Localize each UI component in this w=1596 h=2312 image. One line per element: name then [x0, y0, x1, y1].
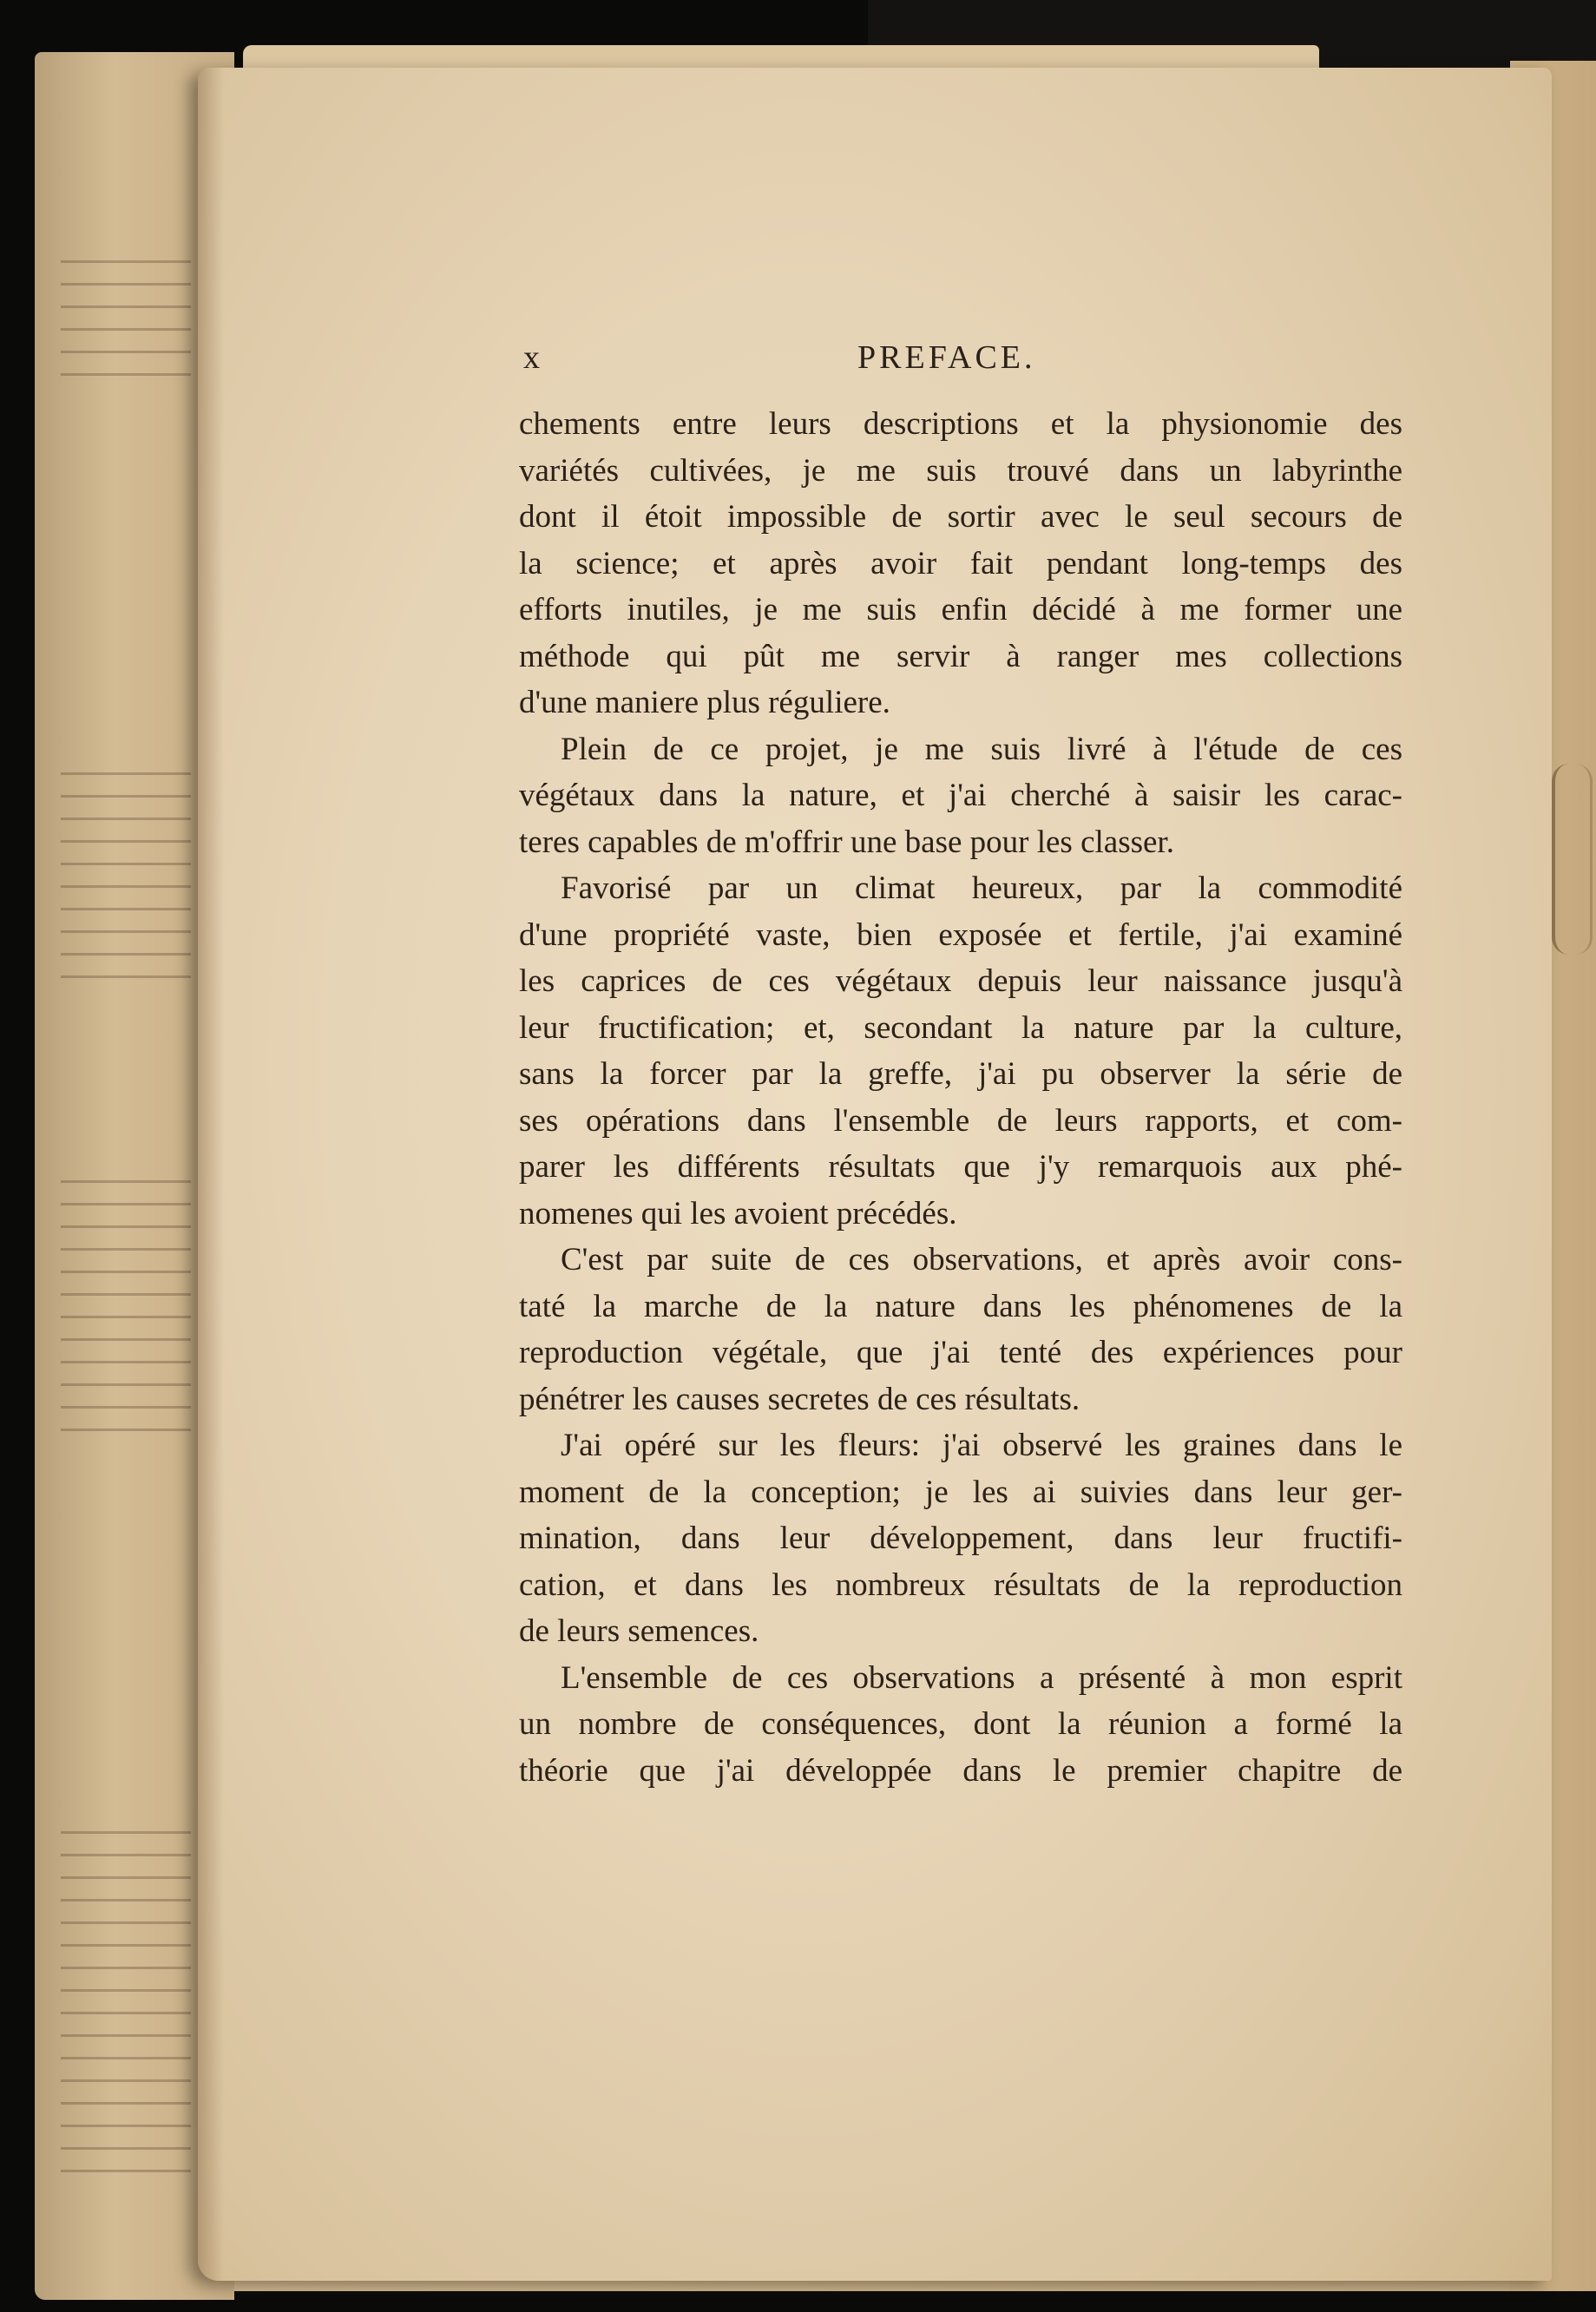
running-title: PREFACE. [857, 339, 1036, 376]
text-line: théorie que j'ai développée dans le premier chapitre de [519, 1752, 1402, 1789]
paragraph-6 [519, 1655, 1402, 1795]
text-line: Favorisé par un climat heureux, par la commodité [561, 870, 1402, 906]
text-line: cation, et dans les nombreux résultats de la reproduction [519, 1567, 1402, 1603]
paragraph-1 [519, 401, 1402, 726]
text-line: L'ensemble de ces observations a présenté à mon esprit [561, 1659, 1402, 1696]
text-line: pénétrer les causes secretes de ces résultats. [519, 1381, 1080, 1417]
binding-thread [1552, 764, 1593, 955]
text-line: les caprices de ces végétaux depuis leur naissance jusqu'à [519, 963, 1402, 999]
text-line: dont il étoit impossible de sortir avec le seul secours de [519, 499, 1402, 535]
text-line: taté la marche de la nature dans les phénomenes de la [519, 1288, 1402, 1324]
text-line: variétés cultivées, je me suis trouvé dans un labyrinthe [519, 452, 1402, 489]
text-line: méthode qui pût me servir à ranger mes collections [519, 638, 1402, 674]
text-line: nomenes qui les avoient précédés. [519, 1195, 957, 1232]
text-line: végétaux dans la nature, et j'ai cherché à saisir les carac- [519, 778, 1402, 813]
text-line: teres capables de m'offrir une base pour les classer. [519, 824, 1174, 860]
text-line: J'ai opéré sur les fleurs: j'ai observé les graines dans le [561, 1428, 1402, 1463]
running-head [0, 338, 1596, 391]
text-line: mination, dans leur développement, dans leur fructifi- [519, 1521, 1402, 1556]
text-line: de leurs semences. [519, 1613, 759, 1649]
paragraph-5 [519, 1422, 1402, 1655]
text-line: parer les différents résultats que j'y remarquois aux phé- [519, 1149, 1402, 1185]
text-line: C'est par suite de ces observations, et après avoir cons- [561, 1242, 1402, 1278]
text-line: la science; et après avoir fait pendant long-temps des [519, 545, 1402, 581]
page-number: x [523, 339, 541, 376]
text-line: moment de la conception; je les ai suivies dans leur ger- [519, 1474, 1402, 1510]
text-line: ses opérations dans l'ensemble de leurs rapports, et com- [519, 1102, 1402, 1139]
text-line: d'une maniere plus réguliere. [519, 685, 890, 720]
edge-stain [61, 764, 191, 989]
paragraph-3 [519, 865, 1402, 1237]
text-line: chements entre leurs descriptions et la physionomie des [519, 406, 1402, 442]
edge-stain [61, 1172, 191, 1432]
paragraph-2 [519, 726, 1402, 866]
text-line: efforts inutiles, je me suis enfin décidé à me former une [519, 592, 1402, 627]
body-text [519, 401, 1402, 1794]
paragraph-4 [519, 1237, 1402, 1422]
edge-stain [61, 1823, 191, 2187]
text-line: d'une propriété vaste, bien exposée et fertile, j'ai examiné [519, 916, 1402, 953]
text-line: sans la forcer par la greffe, j'ai pu observer la série de [519, 1056, 1402, 1092]
text-line: Plein de ce projet, je me suis livré à l'étude de ces [561, 731, 1402, 767]
text-line: un nombre de conséquences, dont la réunion a formé la [519, 1706, 1402, 1742]
page-fold-shading [198, 68, 224, 2281]
text-line: leur fructification; et, secondant la nature par la culture, [519, 1009, 1402, 1046]
text-line: reproduction végétale, que j'ai tenté des expériences pour [519, 1335, 1402, 1370]
